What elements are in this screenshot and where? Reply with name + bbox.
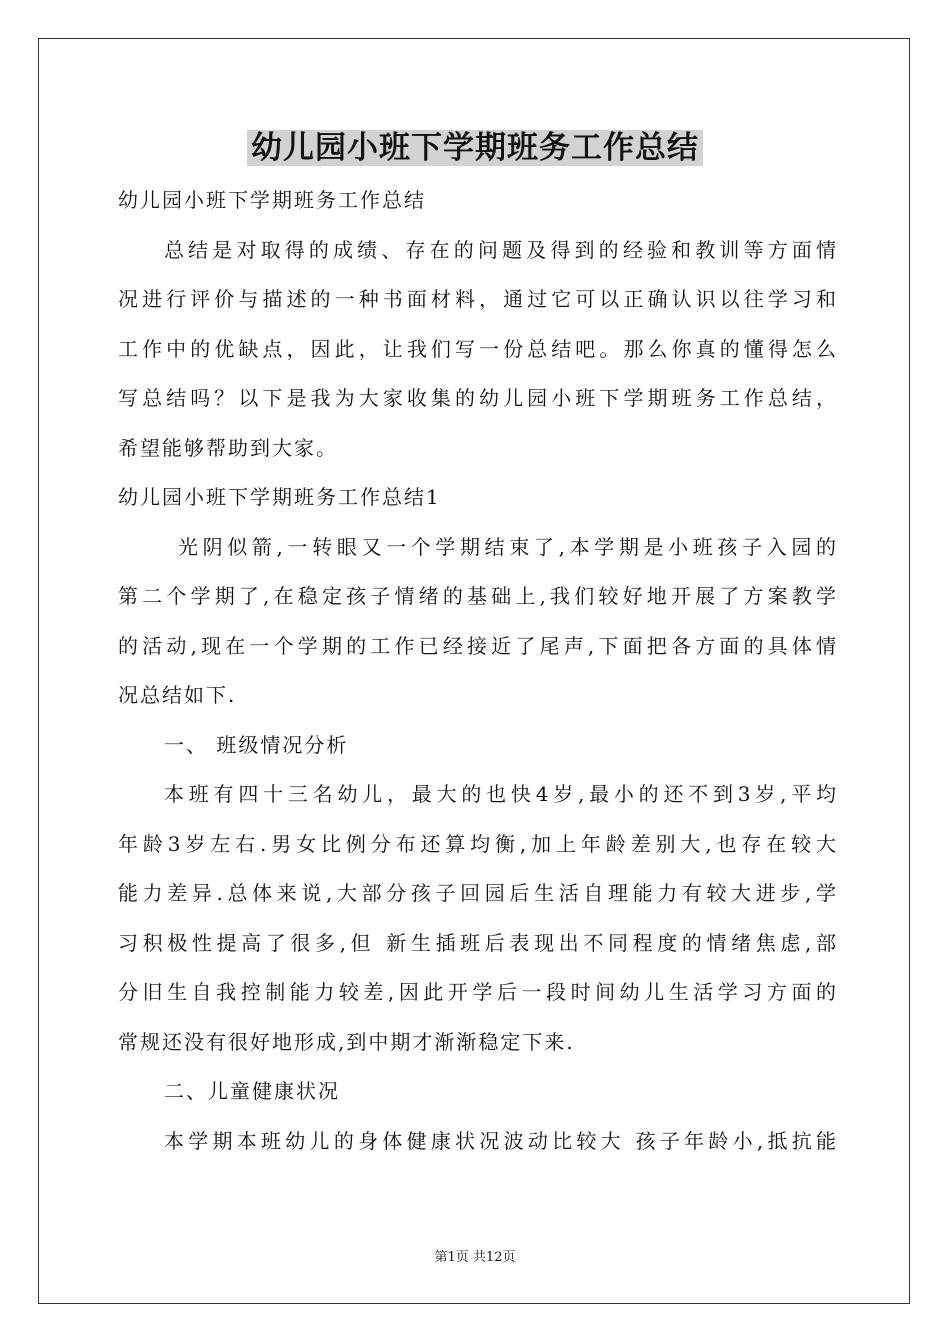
paragraph-line: 的活动,现在一个学期的工作已经接近了尾声,下面把各方面的具体情: [118, 633, 836, 658]
paragraph-line: 希望能够帮助到大家。: [118, 435, 338, 460]
paragraph-line: 常规还没有很好地形成,到中期才渐渐稳定下来.: [118, 1029, 575, 1054]
paragraph-line: 况总结如下.: [118, 683, 237, 707]
paragraph-line: 总结是对取得的成绩、存在的问题及得到的经验和教训等方面情: [164, 237, 836, 262]
subtitle-line: 幼儿园小班下学期班务工作总结: [118, 188, 426, 212]
document-title: [0, 126, 950, 170]
paragraph-line: 工作中的优缺点，因此，让我们写一份总结吧。那么你真的懂得怎么: [118, 336, 836, 361]
paragraph-line: 习积极性提高了很多,但 新生插班后表现出不同程度的情绪焦虑,部: [118, 930, 836, 955]
paragraph-line: 况进行评价与描述的一种书面材料，通过它可以正确认识以往学习和: [118, 287, 836, 311]
paragraph-line: 年龄3岁左右.男女比例分布还算均衡,加上年龄差别大,也存在较大: [118, 831, 836, 856]
paragraph-line: 第二个学期了,在稳定孩子情绪的基础上,我们较好地开展了方案教学: [118, 584, 836, 608]
paragraph-line: 本学期本班幼儿的身体健康状况波动比较大 孩子年龄小,抵抗能: [164, 1128, 836, 1153]
document-body: [118, 176, 836, 1166]
paragraph-line: 分旧生自我控制能力较差,因此开学后一段时间幼儿生活学习方面的: [118, 980, 836, 1004]
section-heading: 二、儿童健康状况: [164, 1079, 340, 1103]
section-heading: 幼儿园小班下学期班务工作总结1: [118, 485, 441, 509]
paragraph-line: 能力差异.总体来说,大部分孩子回园后生活自理能力有较大进步,学: [118, 881, 836, 905]
section-heading: 一、 班级情况分析: [164, 732, 349, 757]
paragraph-line: 本班有四十三名幼儿，最大的也快4岁,最小的还不到3岁,平均: [164, 782, 836, 806]
paragraph-line: 写总结吗？以下是我为大家收集的幼儿园小班下学期班务工作总结，: [118, 386, 836, 410]
title-text: 幼儿园小班下学期班务工作总结: [247, 130, 703, 166]
page-number: 第1页 共12页: [434, 1250, 516, 1265]
paragraph-line: 光阴似箭,一转眼又一个学期结束了,本学期是小班孩子入园的: [178, 534, 836, 559]
